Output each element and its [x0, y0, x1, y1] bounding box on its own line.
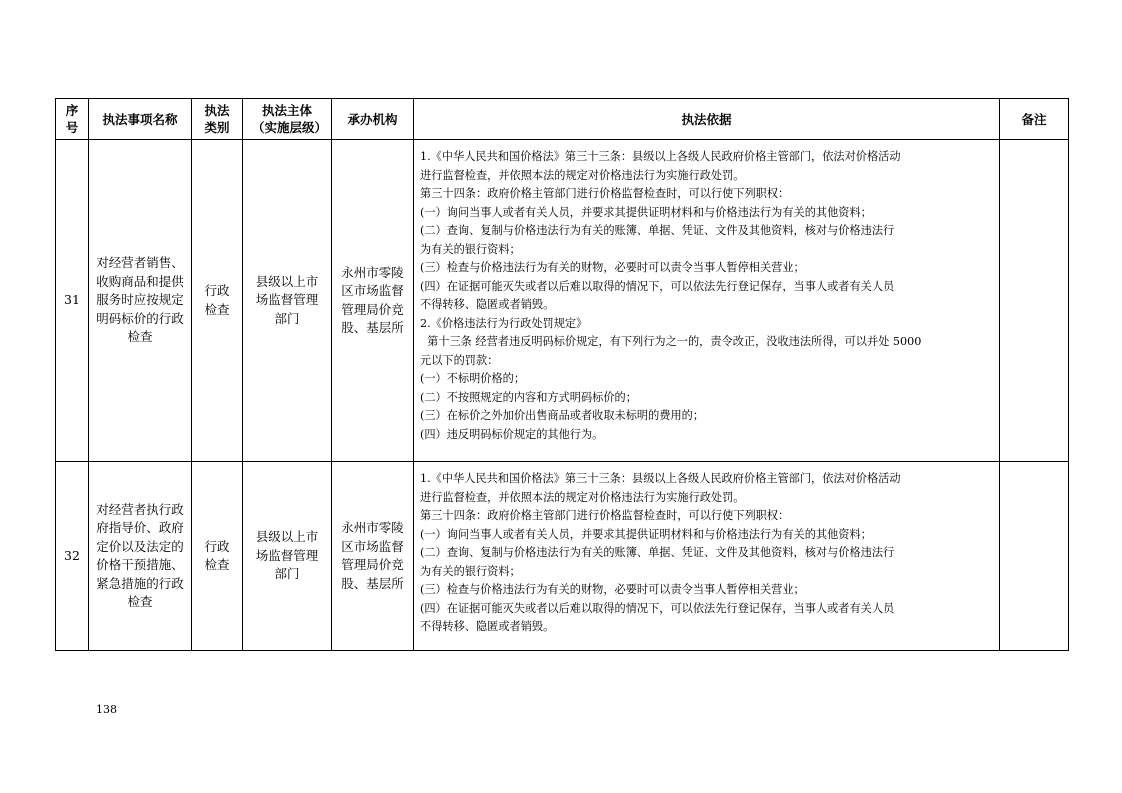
basis-line: 不得转移、隐匿或者销毁。	[420, 298, 555, 311]
header-basis: 执法依据	[414, 99, 1000, 140]
basis-line: (二）查询、复制与价格违法行为有关的账簿、单据、凭证、文件及其他资料，核对与价格违法行	[420, 224, 895, 237]
basis-line: (四）在证据可能灭失或者以后难以取得的情况下，可以依法先行登记保存，当事人或者有关人员	[420, 279, 895, 293]
basis-line: (二）不按照规定的内容和方式明码标价的；	[420, 390, 637, 404]
enforcement-table	[55, 98, 1069, 651]
row-agency: 永州市零陵区市场监督管理局价竞股、基层所	[332, 462, 414, 651]
table-row	[56, 140, 1069, 462]
basis-line: (一）询问当事人或者有关人员，并要求其提供证明材料和与价格违法行为有关的其他资料；	[420, 527, 872, 541]
basis-line: 为有关的银行资料；	[420, 242, 521, 256]
basis-line: 进行监督检查，并依照本法的规定对价格违法行为实施行政处罚。	[420, 168, 745, 182]
basis-line: (二）查询、复制与价格违法行为有关的账簿、单据、凭证、文件及其他资料，核对与价格违法行	[420, 546, 895, 559]
header-seq: 序号	[56, 99, 89, 140]
header-agency: 承办机构	[332, 99, 414, 140]
basis-line: 第十三条 经营者违反明码标价规定，有下列行为之一的，责令改正，没收违法所得，可以并处 5000	[420, 335, 922, 348]
row-category: 行政检查	[192, 140, 243, 462]
basis-line: 为有关的银行资料；	[420, 564, 521, 578]
basis-line: 1.《中华人民共和国价格法》第三十三条：县级以上各级人民政府价格主管部门，依法对价格活动	[420, 472, 901, 485]
basis-line: (三）检查与价格违法行为有关的财物，必要时可以责令当事人暂停相关营业；	[420, 261, 805, 274]
header-remark: 备注	[1000, 99, 1069, 140]
basis-line: (四）违反明码标价规定的其他行为。	[420, 427, 604, 441]
row-subject: 县级以上市场监督管理部门	[243, 462, 332, 651]
header-item: 执法事项名称	[89, 99, 192, 140]
row-item: 对经营者销售、收购商品和提供服务时应按规定明码标价的行政检查	[89, 140, 192, 462]
basis-line: (四）在证据可能灭失或者以后难以取得的情况下，可以依法先行登记保存，当事人或者有关人员	[420, 601, 895, 615]
basis-line: (三）检查与价格违法行为有关的财物，必要时可以责令当事人暂停相关营业；	[420, 583, 805, 596]
row-basis	[414, 462, 1000, 651]
basis-line: 元以下的罚款：	[420, 353, 499, 367]
row-remark	[1000, 462, 1069, 651]
basis-line: 不得转移、隐匿或者销毁。	[420, 620, 555, 633]
row-remark	[1000, 140, 1069, 462]
row-seq: 32	[56, 462, 89, 651]
basis-line: 进行监督检查，并依照本法的规定对价格违法行为实施行政处罚。	[420, 490, 745, 504]
basis-line: (一）不标明价格的；	[420, 372, 526, 385]
row-basis	[414, 140, 1000, 462]
row-subject: 县级以上市场监督管理部门	[243, 140, 332, 462]
row-seq: 31	[56, 140, 89, 462]
basis-line: 1.《中华人民共和国价格法》第三十三条：县级以上各级人民政府价格主管部门，依法对价格活动	[420, 150, 901, 163]
table-row	[56, 462, 1069, 651]
page-number: 138	[96, 703, 117, 716]
basis-line: (三）在标价之外加价出售商品或者收取未标明的费用的；	[420, 409, 705, 422]
header-subject: 执法主体（实施层级）	[243, 99, 332, 140]
header-row	[56, 99, 1069, 140]
basis-line: (一）询问当事人或者有关人员，并要求其提供证明材料和与价格违法行为有关的其他资料；	[420, 205, 872, 219]
basis-line: 第三十四条：政府价格主管部门进行价格监督检查时，可以行使下列职权：	[420, 509, 790, 522]
header-category: 执法类别	[192, 99, 243, 140]
row-category: 行政检查	[192, 462, 243, 651]
basis-line: 2.《价格违法行为行政处罚规定》	[420, 316, 588, 330]
row-agency: 永州市零陵区市场监督管理局价竞股、基层所	[332, 140, 414, 462]
row-item: 对经营者执行政府指导价、政府定价以及法定的价格干预措施、紧急措施的行政检查	[89, 462, 192, 651]
basis-line: 第三十四条：政府价格主管部门进行价格监督检查时，可以行使下列职权：	[420, 187, 790, 200]
